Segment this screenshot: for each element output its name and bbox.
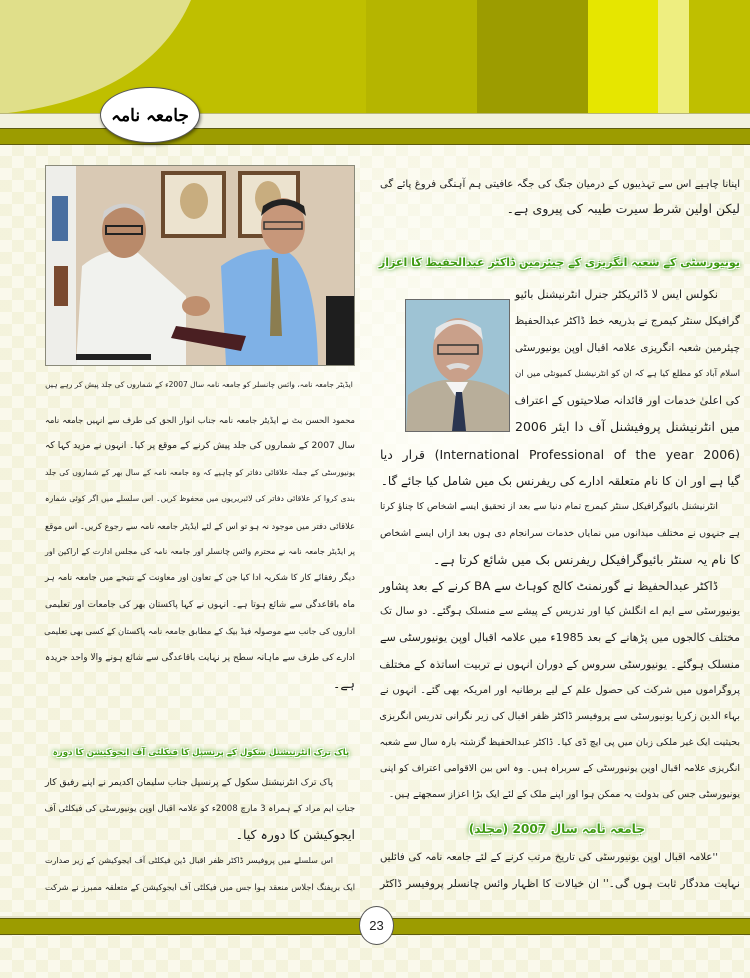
text-line: پروگراموں میں شرکت کی حصول علم کے لیے برطانیہ اور امریکہ بھی گئے۔ انہوں نے [380, 684, 740, 696]
text-line: سال 2007 کے شماروں کی جلد پیش کرنے کے موقع پر کیا۔ انہوں نے مزید کہا کہ [45, 440, 355, 452]
heading-pak-turk-visit: پاک ترک انٹرنیشنل سکول کے پرنسپل کا فیکلٹی آف ایجوکیشن کا دورہ [52, 748, 350, 758]
text-line: نکولس ایس لا ڈائریکٹر جنرل انٹرنیشنل بائیو [515, 288, 718, 301]
article-award-body [380, 442, 740, 809]
text-line: گیا ہے اور ان کا نام متعلقہ ادارے کی ریفرنس بک میں شامل کیا جائے گا۔ [380, 474, 740, 489]
text-line: یونیورسٹی جس کی بدولت یہ ممکن ہوا اور اپنے ملک کے لئے ایک بڑا اعزاز سمجھتے ہیں۔ [388, 789, 740, 801]
text-line: ڈاکٹر عبدالحفیظ نے گورنمنٹ کالج کوہاٹ سے BA کرنے کے بعد پشاور [379, 578, 718, 593]
article-award-intro [515, 282, 740, 440]
text-line: کا نام یہ سنٹر بائیوگرافیکل ریفرنس بک میں شائع کرتا ہے۔ [433, 551, 740, 567]
text-line: ''علامہ اقبال اوپن یونیورسٹی کی تاریخ مرتب کرنے کے لئے جامعہ نامہ کی فائلیں [380, 852, 718, 863]
photo-editor-presenting-volume [45, 165, 355, 366]
text-line: میں انٹرنیشنل پروفیشنل آف دا ایئر 2006 [515, 418, 740, 434]
text-line: بہاء الدین زکریا یونیورسٹی سے پروفیسر ڈاکٹر ظفر اقبال کی زیر نگرانی تدریس انگریزی [379, 710, 740, 722]
text-line: انگریزی علامہ اقبال اوپن یونیورسٹی کے سربراہ ہیں۔ وہ اس بین الاقوامی اعتراف کو اپنی [380, 763, 740, 775]
section-logo: جامعہ نامہ [100, 87, 200, 143]
portrait-dr-abdul-hafeez [405, 299, 510, 432]
text-line: دیگر رفقائے کار کا شکریہ ادا کیا جن کے تعاون اور معاونت کے نتیجے میں جامعہ نامہ ہر [45, 573, 355, 584]
text-line: کی اعلیٰ خدمات اور قائدانہ صلاحیتوں کے اعتراف [514, 393, 740, 407]
text-line: بندی کروا کر علاقائی دفاتر کی لائبریریوں میں محفوظ کریں۔ اس سلسلے میں اگر کوئی شمارہ [45, 494, 355, 504]
text-line: پر ایڈیٹر جامعہ نامہ نے محترم وائس چانسلر اور جامعہ نامہ کی مجلس ادارت کے اراکین اور [45, 546, 355, 556]
text-line: ادارے کی طرف سے ماہانہ سطح پر نہایت باقاعدگی سے شائع ہونے والا واحد جریدہ [45, 652, 355, 663]
text-line: بحیثیت ایک غیر ملکی زبان میں پی ایچ ڈی کیا۔ ڈاکٹر عبدالحفیظ گزشتہ بارہ سال سے شعبہ [379, 737, 740, 749]
heading-dr-hafeez-award: یونیورسٹی کے شعبہ انگریزی کے چیئرمین ڈاکٹر عبدالحفیظ کا اعزاز [378, 256, 740, 269]
text-line: لیکن اولین شرط سیرت طیبہ کی پیروی ہے۔ [506, 201, 740, 216]
text-line: مختلف کالجوں میں پڑھانے کے بعد 1985ء میں علامہ اقبال اوپن یونیورسٹی سے [380, 631, 740, 645]
text-line: چیئرمین شعبہ انگریزی علامہ اقبال اوپن یونیورسٹی [515, 341, 740, 354]
text-line: ایک بریفنگ اجلاس منعقد ہوا جس میں فیکلٹی آف ایجوکیشن کے متعلقہ ممبرز نے شرکت [45, 882, 355, 892]
text-line: منسلک ہوگئے۔ یونیورسٹی سروس کے دوران انہوں نے تربیت اساتذہ کے مختلف [379, 657, 740, 671]
text-line: (International Professional of the year 2006) قرار دیا [380, 447, 741, 462]
text-line: اس سلسلے میں پروفیسر ڈاکٹر ظفر اقبال ڈین فیکلٹی آف ایجوکیشن کے زیر صدارت [45, 856, 333, 865]
text-line: نہایت مددگار ثابت ہوں گی۔'' ان خیالات کا اظہار وائس چانسلر پروفیسر ڈاکٹر [380, 877, 740, 890]
text-line: جناب ایم مراد کے ہمراہ 3 مارچ 2008ء کو علامہ اقبال اوپن یونیورسٹی کی فیکلٹی آف [44, 804, 355, 814]
article-jamia-nama-paragraph [380, 845, 740, 897]
heading-jamia-nama-2007: جامعہ نامہ سال 2007 (مجلد) [468, 822, 645, 836]
text-line: گرافیکل سنٹر کیمرج نے بذریعہ خط ڈاکٹر عبدالحفیظ [514, 315, 740, 328]
text-line: علاقائی دفتر میں موجود نہ ہو تو اس کے لئے ایڈیٹر جامعہ نامہ سے رجوع کریں۔ اس موقع [45, 520, 355, 531]
article-pak-turk-paragraph [45, 770, 355, 900]
text-line: ہے۔ [333, 675, 355, 691]
text-line: پاک ترک انٹرنیشنل سکول کے پرنسپل جناب سلیمان اکدیمر نے اپنے رفیق کار [45, 777, 333, 788]
text-line: محمود الحسن بٹ نے ایڈیٹر جامعہ نامہ جناب انوار الحق کی طرف سے انہیں جامعہ نامہ [45, 415, 355, 425]
text-line: ہے جنہوں نے مختلف میدانوں میں نمایاں خدمات سرانجام دی ہوں بعد ازاں ایسے اشخاص [380, 527, 740, 539]
text-line: ایجوکیشن کا دورہ کیا۔ [235, 827, 355, 842]
text-line: اپنانا چاہیے اس سے تہذیبوں کے درمیان جنگ کی جگہ عافیتی ہم آہنگی فروغ پائے گی [380, 179, 740, 190]
page-number: 23 [359, 906, 394, 945]
text-line: ماہ باقاعدگی سے شائع ہوتا ہے۔ انہوں نے کہا پاکستان بھر کی جامعات اور تعلیمی [45, 599, 355, 610]
text-line: اسلام آباد کو مطلع کیا ہے کہ ان کو انٹرنیشنل کمیونٹی میں ان [515, 369, 740, 380]
article-continued-paragraph [380, 173, 740, 221]
text-line: یونیورسٹی سے ایم اے انگلش کیا اور تدریس کے پیشے سے منسلک ہوگئے۔ دو سال تک [380, 606, 740, 618]
text-line: انٹرنیشنل بائیوگرافیکل سنٹر کیمرج تمام دنیا سے بعد از تحقیق ایسے اشخاص کا چناؤ کرتا [380, 501, 718, 513]
text-line: یونیورسٹی کے جملہ علاقائی دفاتر کو چاہیے کہ وہ جامعہ نامہ کے سال بھر کے شماروں کی جلد [45, 467, 355, 477]
article-vc-paragraph [45, 407, 355, 697]
text-line: اداروں کی جانب سے موصولہ فیڈ بیک کے مطابق جامعہ نامہ پاکستان کے کسی بھی تعلیمی [44, 626, 355, 637]
photo-caption: ایڈیٹر جامعہ نامہ، وائس چانسلر کو جامعہ نامہ سال 2007ء کے شماروں کی جلد پیش کر رہے ہیں [45, 380, 353, 389]
